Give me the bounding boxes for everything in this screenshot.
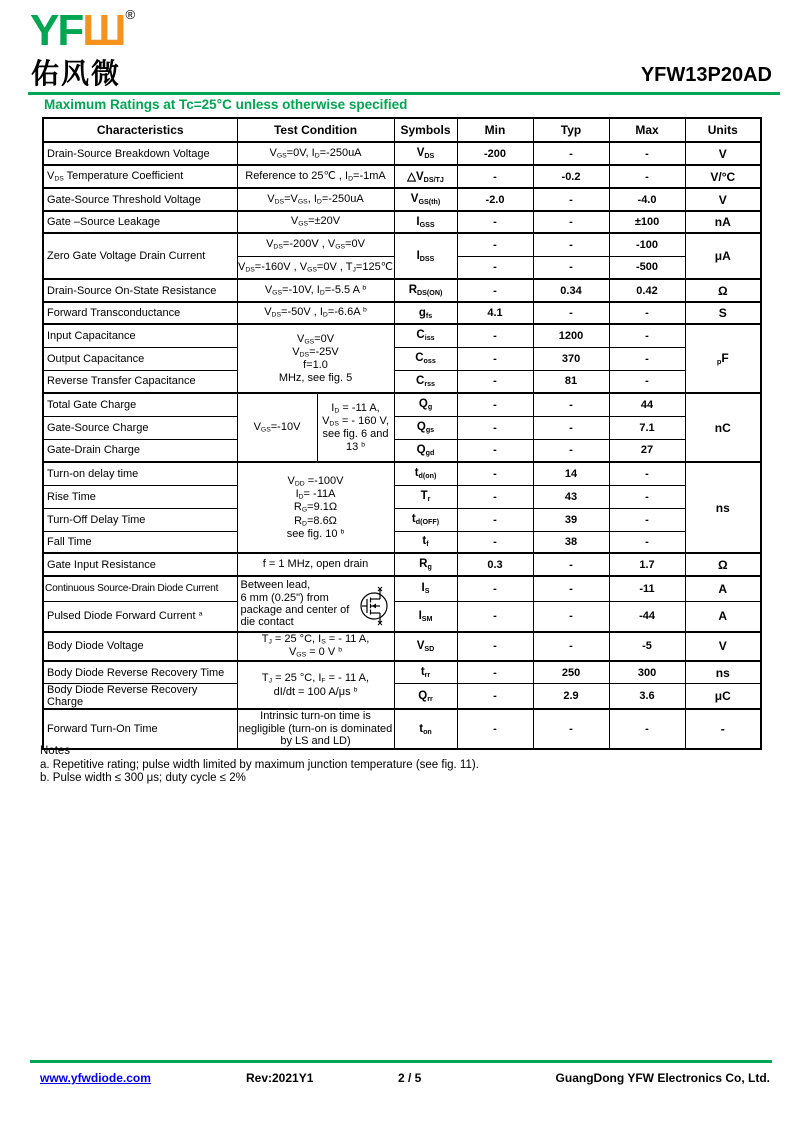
table-row [43, 439, 761, 462]
table-cell: $T_J = 25$ °C, $I_S$ = - 11 A, $V_{GS} = 0$ V $^b$ [237, 632, 394, 661]
table-cell: Output Capacitance [43, 347, 237, 370]
table-cell: $Q_{gd}$ [394, 439, 457, 462]
table-cell: $R_g$ [394, 553, 457, 576]
table-cell: 3.6 [609, 684, 685, 710]
column-header: Symbols [394, 118, 457, 142]
column-header: Max [609, 118, 685, 142]
table-cell: Gate Input Resistance [43, 553, 237, 576]
table-cell: nA [685, 211, 761, 233]
table-cell: - [533, 233, 609, 256]
table-cell: - [457, 709, 533, 748]
table-cell: - [533, 709, 609, 748]
table-cell: - [457, 439, 533, 462]
table-cell: Gate-Source Charge [43, 416, 237, 439]
table-cell: - [685, 709, 761, 748]
table-cell: Rise Time [43, 485, 237, 508]
table-cell: - [457, 508, 533, 531]
table-cell: Drain-Source Breakdown Voltage [43, 142, 237, 165]
table-cell: - [533, 302, 609, 324]
table-cell: - [457, 661, 533, 684]
table-cell: $V_{DS}=V_{GS}$, $I_D=-250uA$ [237, 188, 394, 211]
table-cell: -100 [609, 233, 685, 256]
table-cell: - [533, 601, 609, 632]
table-cell: Fall Time [43, 531, 237, 553]
table-cell: - [533, 632, 609, 661]
table-cell: μC [685, 684, 761, 710]
column-header: Test Condition [237, 118, 394, 142]
table-cell: 370 [533, 347, 609, 370]
table-cell: -2.0 [457, 188, 533, 211]
logo-yf-text: YF [30, 6, 83, 55]
table-cell: $V_{DS}=-160V$ , $V_{GS}=0V$ , $T_J=125℃$ [237, 256, 394, 279]
table-cell: - [457, 462, 533, 485]
table-cell: S [685, 302, 761, 324]
table-cell: - [533, 188, 609, 211]
header-divider [28, 92, 780, 95]
table-cell: -11 [609, 576, 685, 601]
table-cell: - [609, 302, 685, 324]
table-row [43, 233, 761, 256]
mosfet-symbol-icon [353, 582, 393, 630]
table-cell: $t_{d(on)}$ [394, 462, 457, 485]
table-cell: $T_J = 25$ °C, $I_F$ = - 11 A, dI/dt = 100 A/μs $^b$ [237, 661, 394, 710]
logo-chinese-name: 佑风微 [31, 58, 122, 89]
table-cell: - [457, 279, 533, 302]
table-cell: $Q_{gs}$ [394, 416, 457, 439]
table-row [43, 279, 761, 302]
table-cell: 81 [533, 370, 609, 393]
yfw-logo [30, 8, 135, 53]
column-header: Characteristics [43, 118, 237, 142]
table-row [43, 462, 761, 485]
table-cell: $R_{DS(ON)}$ [394, 279, 457, 302]
table-cell: -44 [609, 601, 685, 632]
table-cell: Reference to 25℃ , $I_D=-1mA$ [237, 165, 394, 188]
table-cell: V/°C [685, 165, 761, 188]
table-cell: - [457, 211, 533, 233]
table-cell: V [685, 632, 761, 661]
table-cell: 0.42 [609, 279, 685, 302]
table-cell: - [609, 462, 685, 485]
note-line: b. Pulse width ≤ 300 μs; duty cycle ≤ 2% [40, 772, 246, 785]
table-cell: $V_{GS}=0V$ $V_{DS}=-25V$ f=1.0 MHz, see fig. 5 [237, 324, 394, 393]
table-cell: $t_{on}$ [394, 709, 457, 748]
test-condition-cell: Between lead, 6 mm (0.25") from package and center of die contact [237, 576, 394, 632]
table-cell: 27 [609, 439, 685, 462]
table-cell: $I_{GSS}$ [394, 211, 457, 233]
table-cell: - [533, 142, 609, 165]
table-cell: $V_{DS}$ Temperature Coefficient [43, 165, 237, 188]
table-cell: - [457, 416, 533, 439]
table-row [43, 709, 761, 748]
table-cell: ns [685, 661, 761, 684]
table-cell: - [609, 709, 685, 748]
table-row [43, 531, 761, 553]
table-row [43, 393, 761, 416]
table-row [43, 576, 761, 601]
table-cell: - [457, 347, 533, 370]
table-row [43, 485, 761, 508]
table-cell: - [457, 165, 533, 188]
table-cell: $C_{iss}$ [394, 324, 457, 347]
table-cell: Zero Gate Voltage Drain Current [43, 233, 237, 279]
table-cell: 44 [609, 393, 685, 416]
table-cell: $Q_g$ [394, 393, 457, 416]
logo-w-glyph: Ш [82, 6, 126, 55]
table-cell: 1.7 [609, 553, 685, 576]
part-number: YFW13P20AD [640, 64, 772, 86]
notes [40, 745, 479, 786]
table-cell: 7.1 [609, 416, 685, 439]
table-cell: - [533, 576, 609, 601]
table-row [43, 324, 761, 347]
table-row [43, 142, 761, 165]
table-cell: - [457, 601, 533, 632]
table-cell: 300 [609, 661, 685, 684]
table-cell: - [609, 324, 685, 347]
table-cell: - [609, 165, 685, 188]
table-cell: -200 [457, 142, 533, 165]
table-cell: 250 [533, 661, 609, 684]
ratings-table-wrapper [42, 117, 762, 750]
table-cell: f = 1 MHz, open drain [237, 553, 394, 576]
table-cell: Total Gate Charge [43, 393, 237, 416]
table-cell: - [457, 576, 533, 601]
table-cell: - [609, 142, 685, 165]
registered-trademark-icon: ® [125, 7, 136, 22]
table-cell: - [609, 508, 685, 531]
table-cell: Gate –Source Leakage [43, 211, 237, 233]
table-cell: $V_{GS}=-10V$, $I_D=-5.5$ A $^b$ [237, 279, 394, 302]
table-cell: - [457, 233, 533, 256]
table-cell: - [533, 256, 609, 279]
table-cell: - [457, 393, 533, 416]
revision-label: Rev:2021Y1 [246, 1071, 314, 1085]
table-cell: ±100 [609, 211, 685, 233]
table-cell: 39 [533, 508, 609, 531]
table-cell: 43 [533, 485, 609, 508]
table-cell: -5 [609, 632, 685, 661]
table-cell: 4.1 [457, 302, 533, 324]
table-cell: - [533, 393, 609, 416]
column-header: Typ [533, 118, 609, 142]
table-cell: Ω [685, 553, 761, 576]
table-cell: Input Capacitance [43, 324, 237, 347]
table-cell: $C_{rss}$ [394, 370, 457, 393]
table-cell: V [685, 188, 761, 211]
table-cell: $V_{DD} =-100V$ $I_D= -11A$ $R_G=9.1\Omega$ $R_D=8.6\Omega$ see fig. 10 $^b$ [237, 462, 394, 553]
table-cell: $g_{fs}$ [394, 302, 457, 324]
table-cell: Body Diode Voltage [43, 632, 237, 661]
table-cell: Gate-Drain Charge [43, 439, 237, 462]
table-cell: $V_{DS}$ [394, 142, 457, 165]
table-cell: $V_{GS(th)}$ [394, 188, 457, 211]
website-link[interactable]: www.yfwdiode.com [40, 1071, 151, 1085]
table-cell: Turn-on delay time [43, 462, 237, 485]
table-row [43, 347, 761, 370]
table-cell: $I_D = -11$ A, $V_{DS}$ = - 160 V, see fig. 6 and 13 $^b$ [317, 393, 394, 462]
table-cell: $I_{SM}$ [394, 601, 457, 632]
table-cell: $t_{rr}$ [394, 661, 457, 684]
table-row [43, 302, 761, 324]
table-cell: $\triangle V_{DS/TJ}$ [394, 165, 457, 188]
table-cell: $V_{GS}=0V$, $I_D=-250uA$ [237, 142, 394, 165]
table-row [43, 370, 761, 393]
table-row [43, 632, 761, 661]
table-cell: - [457, 531, 533, 553]
table-cell: - [457, 324, 533, 347]
table-cell: - [457, 632, 533, 661]
table-cell: - [609, 485, 685, 508]
table-cell: 14 [533, 462, 609, 485]
table-cell: Forward Turn-On Time [43, 709, 237, 748]
table-cell: A [685, 576, 761, 601]
table-cell: $V_{DS}=-200V$ , $V_{GS}=0V$ [237, 233, 394, 256]
table-row [43, 188, 761, 211]
table-cell: Gate-Source Threshold Voltage [43, 188, 237, 211]
table-cell: Ω [685, 279, 761, 302]
table-cell: A [685, 601, 761, 632]
column-header: Min [457, 118, 533, 142]
table-cell: - [533, 211, 609, 233]
table-cell: Reverse Transfer Capacitance [43, 370, 237, 393]
table-cell: 1200 [533, 324, 609, 347]
table-row [43, 416, 761, 439]
table-cell: $Q_{rr}$ [394, 684, 457, 710]
table-cell: μA [685, 233, 761, 279]
table-cell: $t_{d(OFF)}$ [394, 508, 457, 531]
table-cell: - [457, 485, 533, 508]
table-cell: - [533, 553, 609, 576]
table-cell: - [609, 370, 685, 393]
table-row [43, 165, 761, 188]
table-cell: V [685, 142, 761, 165]
section-title: Maximum Ratings at Tc=25°C unless otherwise specified [44, 97, 408, 112]
footer-divider [30, 1060, 772, 1063]
column-header: Units [685, 118, 761, 142]
table-cell: $V_{DS}=-50V$ , $I_D=-6.6A$ $^b$ [237, 302, 394, 324]
table-row [43, 211, 761, 233]
ratings-table [42, 117, 762, 750]
table-cell: - [457, 256, 533, 279]
table-header-row [43, 118, 761, 142]
table-row [43, 508, 761, 531]
table-cell: $I_S$ [394, 576, 457, 601]
table-cell: Pulsed Diode Forward Current $^a$ [43, 601, 237, 632]
notes-title: Notes [40, 745, 71, 757]
footer [0, 1071, 800, 1091]
table-cell: 0.3 [457, 553, 533, 576]
table-cell: 38 [533, 531, 609, 553]
table-cell: Drain-Source On-State Resistance [43, 279, 237, 302]
table-cell: $V_{GS}=-10V$ [237, 393, 317, 462]
table-row [43, 661, 761, 684]
company-name: GuangDong YFW Electronics Co, Ltd. [555, 1071, 770, 1085]
table-cell: Intrinsic turn-on time is negligible (turn-on is dominated by LS and LD) [238, 710, 393, 748]
table-cell: -0.2 [533, 165, 609, 188]
table-cell: - [457, 370, 533, 393]
table-cell: Forward Transconductance [43, 302, 237, 324]
table-cell: $I_{DSS}$ [394, 233, 457, 279]
table-cell: - [533, 439, 609, 462]
table-cell: $V_{SD}$ [394, 632, 457, 661]
note-line: a. Repetitive rating; pulse width limited by maximum junction temperature (see fig. 11). [40, 758, 479, 771]
table-cell: nC [685, 393, 761, 462]
table-cell: -4.0 [609, 188, 685, 211]
table-cell: -500 [609, 256, 685, 279]
table-cell: 0.34 [533, 279, 609, 302]
table-cell: $T_r$ [394, 485, 457, 508]
table-cell: Continuous Source-Drain Diode Current [43, 576, 237, 601]
table-cell: $_p$F [685, 324, 761, 393]
table-cell: - [609, 531, 685, 553]
table-cell: $C_{oss}$ [394, 347, 457, 370]
table-cell: Body Diode Reverse Recovery Time [43, 661, 237, 684]
table-cell: 2.9 [533, 684, 609, 710]
page-number: 2 / 5 [398, 1071, 422, 1085]
table-row [43, 601, 761, 632]
table-cell: - [609, 347, 685, 370]
table-cell: $t_f$ [394, 531, 457, 553]
table-cell: Body Diode Reverse Recovery Charge [43, 684, 237, 710]
table-cell: ns [685, 462, 761, 553]
table-row [43, 553, 761, 576]
table-row [43, 684, 761, 710]
table-cell: - [457, 684, 533, 710]
table-cell: Turn-Off Delay Time [43, 508, 237, 531]
table-cell: $V_{GS}=\pm 20V$ [237, 211, 394, 233]
table-cell: - [533, 416, 609, 439]
